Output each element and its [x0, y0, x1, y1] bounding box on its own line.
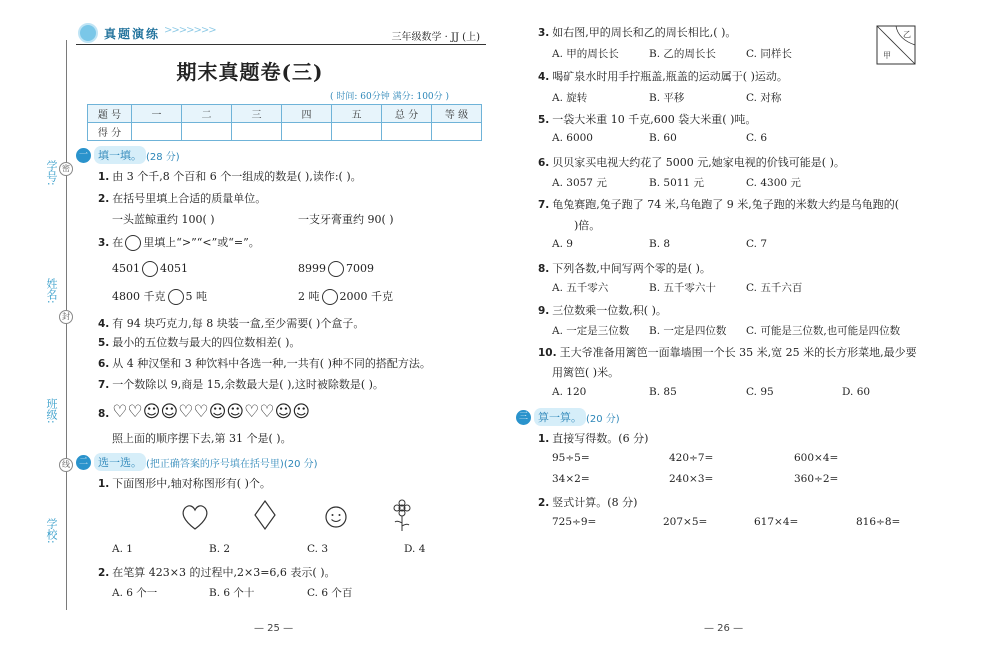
calc-item: 240×3= — [669, 473, 714, 485]
choice-6 — [538, 154, 845, 170]
compare-right: 7009 — [346, 262, 374, 275]
option-c[interactable]: C. 五千六百 — [746, 282, 803, 294]
badge-text: 真题演练 — [104, 27, 161, 41]
compare-left: 4800 千克 — [112, 290, 166, 303]
score-cell[interactable] — [132, 123, 182, 141]
score-table — [87, 104, 482, 141]
compare-item — [112, 261, 188, 277]
question-number: 4. — [538, 71, 550, 83]
option-a[interactable]: A. 3057 元 — [552, 177, 607, 189]
score-header: 题 号 — [88, 105, 132, 123]
compare-item — [112, 288, 207, 305]
compare-left: 2 吨 — [298, 290, 320, 303]
calc-item: 34×2= — [552, 473, 590, 485]
class-label: 班级: — [45, 398, 58, 424]
option-a[interactable]: A. 6000 — [552, 132, 593, 144]
question-number: 6. — [538, 157, 550, 169]
name-label: 姓名: — [45, 278, 58, 304]
score-header: 四 — [282, 105, 332, 123]
question-2 — [98, 190, 266, 206]
choice-2 — [98, 564, 336, 580]
question-text: 下列各数,中间写两个零的是( )。 — [552, 262, 711, 275]
question-number: 2. — [98, 193, 110, 205]
question-text: 下面图形中,轴对称图形有( )个。 — [112, 477, 271, 490]
question-text: 直接写得数。(6 分) — [552, 432, 649, 445]
compare-right: 5 吨 — [185, 290, 207, 303]
option-a[interactable]: A. 120 — [552, 386, 587, 398]
question-number: 1. — [98, 478, 110, 490]
score-cell[interactable] — [282, 123, 332, 141]
option-a[interactable]: A. 1 — [112, 543, 133, 555]
question-text: 在括号里填上合适的质量单位。 — [112, 192, 267, 205]
option-c[interactable]: C. 4300 元 — [746, 177, 801, 189]
choice-3 — [538, 24, 736, 40]
question-2b: 一支牙膏重约 90( ) — [298, 213, 394, 226]
option-b[interactable]: B. 五千零六十 — [649, 282, 716, 294]
option-b[interactable]: B. 6 个十 — [209, 587, 255, 599]
school-label: 学校: — [45, 518, 58, 544]
question-number: 1. — [538, 433, 550, 445]
section-3-heading — [516, 408, 620, 426]
section-points: (20 分) — [586, 413, 620, 425]
question-3 — [98, 234, 260, 251]
score-cell[interactable] — [382, 123, 432, 141]
option-c[interactable]: C. 对称 — [746, 92, 782, 104]
choice-8 — [538, 260, 711, 276]
question-text: 由 3 个千,8 个百和 6 个一组成的数是( ),读作:( )。 — [112, 170, 362, 183]
question-text: 竖式计算。(8 分) — [552, 496, 638, 509]
section-number: 二 — [76, 455, 91, 470]
section-title: 填一填。 — [94, 146, 146, 164]
question-text: 如右图,甲的周长和乙的周长相比,( )。 — [552, 26, 737, 39]
option-a[interactable]: A. 旋转 — [552, 92, 588, 104]
score-cell[interactable] — [332, 123, 382, 141]
section-note: (把正确答案的序号填在括号里) — [146, 458, 284, 470]
compare-circle-icon[interactable] — [328, 261, 344, 277]
choice-1 — [98, 475, 271, 491]
option-a[interactable]: A. 甲的周长长 — [552, 48, 619, 60]
question-text: 最小的五位数与最大的四位数相差( )。 — [112, 336, 301, 349]
question-number: 10. — [538, 347, 557, 359]
section-points: (28 分) — [146, 151, 180, 163]
option-b[interactable]: B. 乙的周长长 — [649, 48, 716, 60]
question-1 — [98, 168, 362, 184]
option-a[interactable]: A. 一定是三位数 — [552, 325, 630, 337]
question-text: 贝贝家买电视大约花了 5000 元,她家电视的价钱可能是( )。 — [552, 156, 845, 169]
question-number: 9. — [538, 305, 550, 317]
question-number: 8. — [538, 263, 550, 275]
option-a[interactable]: A. 6 个一 — [112, 587, 158, 599]
section-title: 选一选。 — [94, 453, 146, 471]
section-title: 算一算。 — [534, 408, 586, 426]
question-2a: 一头蓝鲸重约 100( ) — [112, 213, 215, 226]
choice-5 — [538, 111, 756, 127]
question-6 — [98, 355, 431, 371]
calc-1 — [538, 430, 648, 446]
practice-badge — [78, 22, 216, 44]
question-7 — [98, 376, 384, 392]
seal-mark-3: 线 — [59, 458, 73, 472]
smiley-face-icon — [324, 505, 348, 529]
question-text: 在 — [112, 236, 124, 249]
student-no-label: 学号: — [45, 160, 58, 186]
section-number: 一 — [76, 148, 91, 163]
question-number: 2. — [98, 567, 110, 579]
question-number: 3. — [98, 237, 110, 249]
option-c[interactable]: C. 95 — [746, 386, 774, 398]
section-number: 三 — [516, 410, 531, 425]
choice-7-cont: )倍。 — [574, 219, 601, 232]
question-text: 有 94 块巧克力,每 8 块装一盒,至少需要( )个盒子。 — [112, 317, 365, 330]
calc-item: 816÷8= — [856, 516, 901, 528]
question-text: 王大爷准备用篱笆一面靠墙围一个长 35 米,宽 25 米的长方形菜地,最少要 — [559, 346, 917, 359]
option-b[interactable]: B. 平移 — [649, 92, 685, 104]
compare-left: 8999 — [298, 262, 326, 275]
grade-label: 三年级数学 · JJ (上) — [391, 32, 480, 43]
right-page — [500, 0, 1000, 663]
figure-label-b: 乙 — [903, 30, 911, 39]
page-number: — 26 — — [704, 623, 744, 634]
score-header: 等 级 — [432, 105, 482, 123]
flower-shape-icon — [390, 499, 414, 533]
choice-4 — [538, 68, 788, 84]
compare-circle-icon — [125, 235, 141, 251]
figure-label-a: 甲 — [883, 51, 891, 60]
calc-item: 617×4= — [754, 516, 799, 528]
question-number: 4. — [98, 318, 110, 330]
exam-title: 期末真题卷(三) — [176, 60, 324, 84]
question-text: 龟兔赛跑,兔子跑了 74 米,乌龟跑了 9 米,兔子跑的米数大约是乌龟跑的( — [552, 198, 900, 211]
compare-item — [298, 288, 393, 305]
compare-circle-icon[interactable] — [168, 289, 184, 305]
score-cell[interactable] — [432, 123, 482, 141]
question-text: 在笔算 423×3 的过程中,2×3=6,6 表示( )。 — [112, 566, 336, 579]
diamond-shape-icon — [253, 499, 277, 531]
exam-time-score: ( 时间: 60分钟 满分: 100分 ) — [330, 92, 450, 102]
calc-item: 95÷5= — [552, 452, 590, 464]
score-header: 三 — [232, 105, 282, 123]
question-4 — [98, 315, 364, 331]
calc-item: 420÷7= — [669, 452, 714, 464]
option-b[interactable]: B. 85 — [649, 386, 677, 398]
section-points: (20 分) — [283, 458, 318, 470]
header-rule — [76, 44, 486, 45]
question-text: 一个数除以 9,商是 15,余数最大是( ),这时被除数是( )。 — [112, 378, 384, 391]
option-c[interactable]: C. 可能是三位数,也可能是四位数 — [746, 325, 901, 337]
binding-line — [66, 40, 67, 610]
choice-9 — [538, 302, 667, 318]
option-c[interactable]: C. 6 — [746, 132, 768, 144]
option-a[interactable]: A. 9 — [552, 238, 573, 250]
compare-right: 4051 — [160, 262, 188, 275]
question-number: 1. — [98, 171, 110, 183]
seal-mark-1: 密 — [59, 162, 73, 176]
choice-10 — [538, 344, 917, 360]
compare-circle-icon[interactable] — [322, 289, 338, 305]
option-b[interactable]: B. 60 — [649, 132, 677, 144]
option-b[interactable]: B. 一定是四位数 — [649, 325, 727, 337]
badge-arrows: >>>>>>> — [164, 25, 216, 36]
question-number: 5. — [98, 337, 110, 349]
heart-shape-icon — [180, 503, 210, 531]
question-text: 一袋大米重 10 千克,600 袋大米重( )吨。 — [552, 113, 757, 126]
option-c[interactable]: C. 6 个百 — [307, 587, 353, 599]
option-b[interactable]: B. 2 — [209, 543, 231, 555]
choice-10-cont: 用篱笆( )米。 — [552, 366, 620, 379]
question-5 — [98, 334, 300, 350]
compare-item — [298, 261, 374, 277]
score-header: 五 — [332, 105, 382, 123]
question-number: 7. — [98, 379, 110, 391]
question-text: 喝矿泉水时用手拧瓶盖,瓶盖的运动属于( )运动。 — [552, 70, 788, 83]
score-row-label: 得 分 — [88, 123, 132, 141]
calc-item: 207×5= — [663, 516, 708, 528]
question-text: 里填上“>”“<”或“=”。 — [143, 236, 260, 249]
question-number: 5. — [538, 114, 550, 126]
pattern-symbols: ♡♡☺☺♡♡☺☺♡♡☺☺ — [112, 402, 311, 422]
calc-item: 600×4= — [794, 452, 839, 464]
seal-mark-2: 封 — [59, 310, 73, 324]
compare-circle-icon[interactable] — [142, 261, 158, 277]
option-c[interactable]: C. 3 — [307, 543, 329, 555]
perimeter-figure — [876, 25, 916, 65]
badge-circle-icon — [78, 23, 98, 43]
calc-2 — [538, 494, 637, 510]
score-cell[interactable] — [182, 123, 232, 141]
score-header: 一 — [132, 105, 182, 123]
calc-item: 360÷2= — [794, 473, 839, 485]
question-number: 6. — [98, 358, 110, 370]
option-c[interactable]: C. 7 — [746, 238, 768, 250]
choice-7 — [538, 196, 899, 212]
question-number: 8. — [98, 408, 110, 420]
score-cell[interactable] — [232, 123, 282, 141]
option-b[interactable]: B. 5011 元 — [649, 177, 704, 189]
section-2-heading — [76, 453, 318, 471]
question-text: 三位数乘一位数,积( )。 — [552, 304, 667, 317]
question-number: 3. — [538, 27, 550, 39]
compare-right: 2000 千克 — [339, 290, 393, 303]
option-a[interactable]: A. 五千零六 — [552, 282, 609, 294]
calc-item: 725÷9= — [552, 516, 597, 528]
option-b[interactable]: B. 8 — [649, 238, 671, 250]
section-1-heading — [76, 146, 180, 164]
score-header: 总 分 — [382, 105, 432, 123]
compare-left: 4501 — [112, 262, 140, 275]
question-text: 从 4 种汉堡和 3 种饮料中各选一种,一共有( )种不同的搭配方法。 — [112, 357, 431, 370]
page-number: — 25 — — [254, 623, 294, 634]
question-number: 7. — [538, 199, 550, 211]
option-d[interactable]: D. 60 — [842, 386, 871, 398]
question-8 — [98, 402, 310, 422]
question-number: 2. — [538, 497, 550, 509]
option-c[interactable]: C. 同样长 — [746, 48, 792, 60]
question-8b: 照上面的顺序摆下去,第 31 个是( )。 — [112, 432, 292, 445]
score-header: 二 — [182, 105, 232, 123]
option-d[interactable]: D. 4 — [404, 543, 426, 555]
